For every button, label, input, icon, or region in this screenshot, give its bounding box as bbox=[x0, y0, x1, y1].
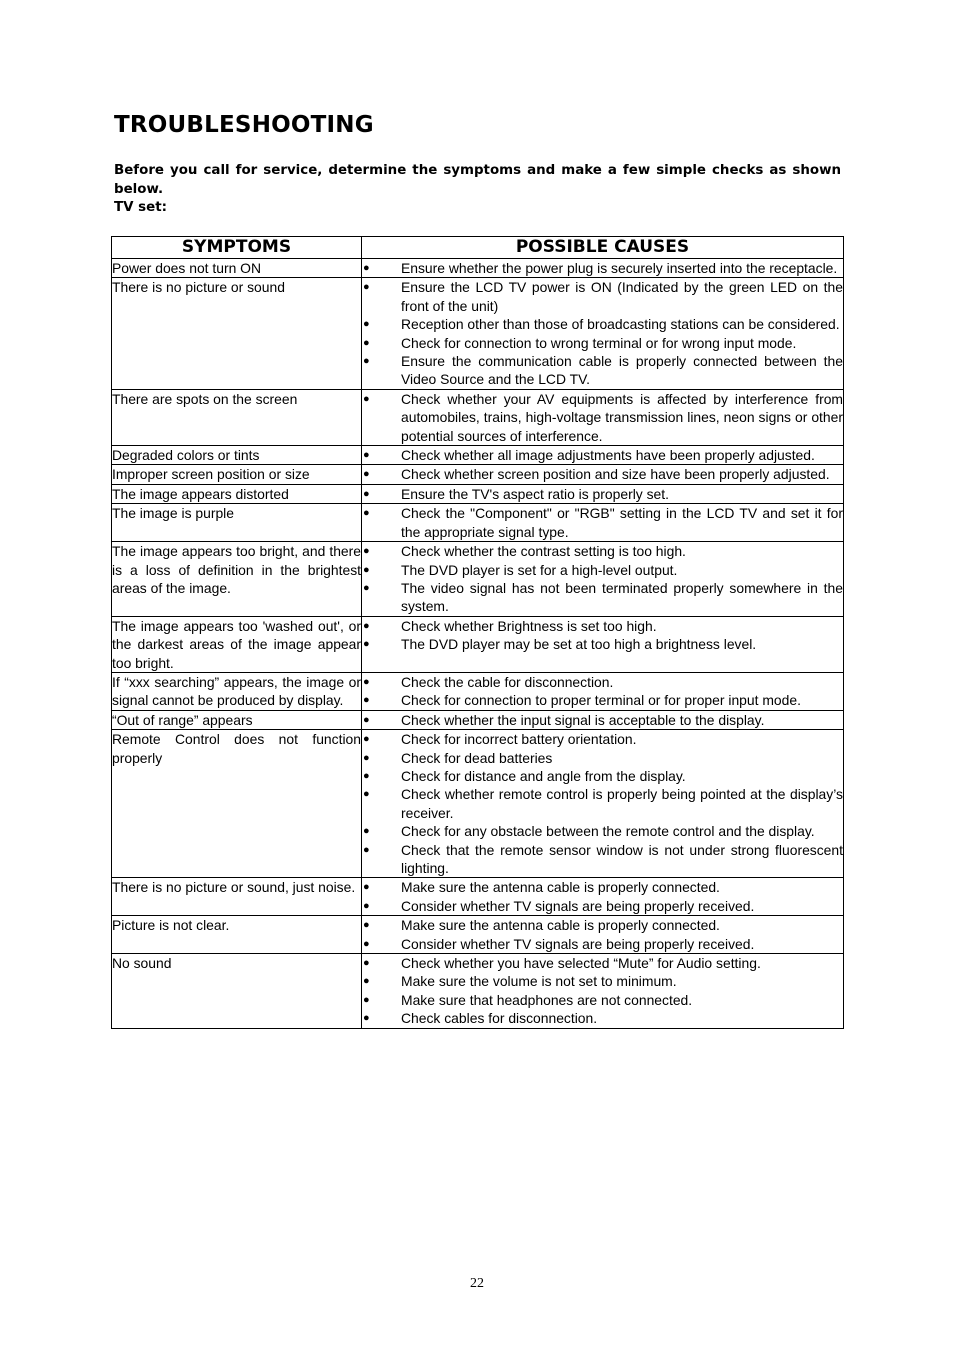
header-row bbox=[112, 237, 844, 259]
table-row bbox=[112, 730, 844, 878]
causes-list bbox=[362, 504, 843, 541]
bullet-icon: ● bbox=[363, 694, 370, 707]
causes-cell bbox=[362, 259, 844, 278]
cause-item bbox=[362, 446, 843, 464]
symptom-cell: The image appears too 'washed out', or the darkest areas of the image appear too bright. bbox=[112, 617, 361, 671]
table-header bbox=[112, 237, 844, 259]
causes-list bbox=[362, 617, 843, 654]
table-row bbox=[112, 616, 844, 672]
bullet-icon: ● bbox=[363, 318, 370, 331]
table-body bbox=[112, 259, 844, 1029]
bullet-icon: ● bbox=[363, 336, 370, 349]
bullet-icon: ● bbox=[363, 355, 370, 368]
symptom-cell: The image appears too bright, and there is a loss of definition in the brightest areas of the image. bbox=[112, 542, 362, 617]
symptom-cell: Power does not turn ON bbox=[112, 259, 362, 278]
cause-text: Ensure whether the power plug is securely inserted into the receptacle. bbox=[401, 260, 838, 276]
bullet-icon: ● bbox=[363, 392, 370, 405]
cause-text: Check for any obstacle between the remote control and the display. bbox=[401, 823, 815, 840]
cause-text: Make sure the antenna cable is properly connected. bbox=[401, 917, 720, 934]
cause-item bbox=[362, 334, 843, 352]
cause-item bbox=[362, 617, 843, 635]
causes-list bbox=[362, 259, 843, 277]
causes-cell bbox=[362, 916, 844, 954]
cause-item bbox=[362, 635, 843, 653]
causes-cell bbox=[362, 730, 844, 878]
cause-text: Check whether screen position and size have been properly adjusted. bbox=[401, 466, 830, 483]
cause-item bbox=[362, 390, 843, 445]
causes-cell bbox=[362, 542, 844, 617]
cause-text: Check whether Brightness is set too high. bbox=[401, 617, 657, 634]
table-row bbox=[112, 465, 844, 484]
bullet-icon: ● bbox=[363, 769, 370, 782]
symptom-cell: There are spots on the screen bbox=[112, 389, 362, 445]
cause-text: The DVD player may be set at too high a brightness level. bbox=[401, 636, 757, 653]
cause-item bbox=[362, 767, 843, 785]
cause-item bbox=[362, 485, 843, 503]
cause-text: Ensure the communication cable is properly connected between the Video Source and the LCD TV. bbox=[401, 353, 843, 388]
symptom-cell: “Out of range” appears bbox=[112, 710, 362, 729]
symptom-cell: There is no picture or sound bbox=[112, 278, 362, 389]
table-row bbox=[112, 878, 844, 916]
symptom-cell: No sound bbox=[112, 954, 362, 1029]
cause-text: Check whether remote control is properly being pointed at the display’s receiver. bbox=[401, 786, 843, 821]
bullet-icon: ● bbox=[363, 899, 370, 912]
bullet-icon: ● bbox=[363, 281, 370, 294]
cause-item bbox=[362, 711, 843, 729]
cause-text: Check for dead batteries bbox=[401, 749, 553, 766]
cause-text: Make sure that headphones are not connected. bbox=[401, 991, 693, 1008]
cause-item bbox=[362, 935, 843, 953]
table-row bbox=[112, 389, 844, 445]
causes-list bbox=[362, 465, 843, 483]
causes-cell bbox=[362, 616, 844, 672]
bullet-icon: ● bbox=[363, 675, 370, 688]
bullet-icon: ● bbox=[363, 1012, 370, 1025]
symptom-cell: Improper screen position or size bbox=[112, 465, 362, 484]
causes-list bbox=[362, 673, 843, 710]
cause-item bbox=[362, 730, 843, 748]
cause-text: Check whether your AV equipments is affected by interference from automobiles, trains, high-voltage transmission lines, neon signs or other potential sources of interference. bbox=[401, 390, 843, 444]
symptom-cell: If “xxx searching” appears, the image or signal cannot be produced by display. bbox=[112, 673, 361, 709]
cause-item bbox=[362, 972, 843, 990]
table-row bbox=[112, 954, 844, 1029]
cause-item bbox=[362, 691, 843, 709]
cause-item bbox=[362, 465, 843, 483]
bullet-icon: ● bbox=[363, 713, 370, 726]
bullet-icon: ● bbox=[363, 937, 370, 950]
cause-text: Check for distance and angle from the display. bbox=[401, 767, 686, 784]
causes-cell bbox=[362, 710, 844, 729]
cause-item bbox=[362, 841, 843, 878]
bullet-icon: ● bbox=[363, 733, 370, 746]
symptom-cell: There is no picture or sound, just noise. bbox=[112, 878, 362, 916]
table-row bbox=[112, 504, 844, 542]
symptom-cell: Remote Control does not function properly bbox=[112, 730, 362, 878]
bullet-icon: ● bbox=[363, 507, 370, 520]
cause-item bbox=[362, 561, 843, 579]
bullet-icon: ● bbox=[363, 843, 370, 856]
symptom-cell: The image is purple bbox=[112, 504, 362, 542]
symptom-cell: Picture is not clear. bbox=[112, 916, 362, 954]
causes-cell bbox=[362, 278, 844, 389]
cause-text: Check whether all image adjustments have been properly adjusted. bbox=[401, 447, 815, 464]
cause-text: Check for connection to proper terminal or for proper input mode. bbox=[401, 692, 801, 709]
cause-item bbox=[362, 352, 843, 389]
cause-item bbox=[362, 278, 843, 315]
cause-text: Make sure the antenna cable is properly connected. bbox=[401, 879, 720, 896]
cause-item bbox=[362, 991, 843, 1009]
cause-text: Reception other than those of broadcasting stations can be considered. bbox=[401, 316, 840, 333]
bullet-icon: ● bbox=[363, 975, 370, 988]
cause-text: Consider whether TV signals are being properly received. bbox=[401, 935, 755, 952]
cause-text: Ensure the TV's aspect ratio is properly set. bbox=[401, 485, 669, 502]
cause-item bbox=[362, 1009, 843, 1027]
bullet-icon: ● bbox=[363, 563, 370, 576]
cause-text: The DVD player is set for a high-level output. bbox=[401, 561, 678, 578]
cause-item bbox=[362, 542, 843, 560]
causes-cell bbox=[362, 465, 844, 484]
bullet-icon: ● bbox=[363, 545, 370, 558]
table-row bbox=[112, 484, 844, 503]
bullet-icon: ● bbox=[363, 957, 370, 970]
cause-item bbox=[362, 822, 843, 840]
cause-item bbox=[362, 579, 843, 616]
cause-item bbox=[362, 878, 843, 896]
page-title: TROUBLESHOOTING bbox=[114, 112, 374, 138]
causes-list bbox=[362, 916, 843, 953]
cause-item bbox=[362, 916, 843, 934]
cause-text: Check whether the contrast setting is too high. bbox=[401, 543, 686, 560]
symptoms-header: SYMPTOMS bbox=[112, 237, 362, 259]
page-number: 22 bbox=[470, 1276, 484, 1291]
bullet-icon: ● bbox=[363, 262, 370, 274]
bullet-icon: ● bbox=[363, 468, 370, 481]
cause-text: Check the cable for disconnection. bbox=[401, 673, 614, 690]
cause-item bbox=[362, 259, 843, 277]
causes-list bbox=[362, 390, 843, 445]
table-row bbox=[112, 278, 844, 389]
causes-cell bbox=[362, 878, 844, 916]
table-row bbox=[112, 710, 844, 729]
symptom-cell: Degraded colors or tints bbox=[112, 446, 362, 465]
causes-cell bbox=[362, 446, 844, 465]
section-label: TV set: bbox=[114, 200, 167, 215]
bullet-icon: ● bbox=[363, 788, 370, 801]
cause-text: Consider whether TV signals are being properly received. bbox=[401, 897, 755, 914]
bullet-icon: ● bbox=[363, 581, 370, 594]
cause-text: Check the "Component" or "RGB" setting in the LCD TV and set it for the appropriate signal type. bbox=[401, 505, 843, 540]
bullet-icon: ● bbox=[363, 751, 370, 764]
cause-item bbox=[362, 673, 843, 691]
possible-causes-header: POSSIBLE CAUSES bbox=[362, 237, 844, 259]
causes-list bbox=[362, 485, 843, 503]
causes-list bbox=[362, 446, 843, 464]
cause-text: Check whether you have selected “Mute” for Audio setting. bbox=[401, 955, 761, 972]
bullet-icon: ● bbox=[363, 449, 370, 462]
cause-text: Check for connection to wrong terminal or for wrong input mode. bbox=[401, 334, 797, 351]
cause-text: Check for incorrect battery orientation. bbox=[401, 731, 637, 748]
causes-list bbox=[362, 730, 843, 877]
causes-cell bbox=[362, 672, 844, 710]
cause-item bbox=[362, 785, 843, 822]
causes-cell bbox=[362, 504, 844, 542]
causes-list bbox=[362, 542, 843, 616]
bullet-icon: ● bbox=[363, 825, 370, 838]
bullet-icon: ● bbox=[363, 619, 370, 632]
causes-cell bbox=[362, 484, 844, 503]
cause-item bbox=[362, 315, 843, 333]
table-row bbox=[112, 542, 844, 617]
table-row bbox=[112, 259, 844, 278]
bullet-icon: ● bbox=[363, 881, 370, 894]
causes-list bbox=[362, 878, 843, 915]
cause-item bbox=[362, 897, 843, 915]
cause-text: Check whether the input signal is acceptable to the display. bbox=[401, 711, 765, 728]
table-row bbox=[112, 446, 844, 465]
symptom-cell: The image appears distorted bbox=[112, 484, 362, 503]
table-row bbox=[112, 672, 844, 710]
intro-paragraph: Before you call for service, determine the symptoms and make a few simple checks as shown below. bbox=[114, 163, 841, 197]
causes-cell bbox=[362, 954, 844, 1029]
cause-item bbox=[362, 749, 843, 767]
causes-list bbox=[362, 278, 843, 388]
troubleshooting-table bbox=[111, 236, 844, 1029]
bullet-icon: ● bbox=[363, 919, 370, 932]
cause-item bbox=[362, 504, 843, 541]
causes-cell bbox=[362, 389, 844, 445]
bullet-icon: ● bbox=[363, 487, 370, 500]
bullet-icon: ● bbox=[363, 638, 370, 651]
cause-text: Check cables for disconnection. bbox=[401, 1010, 598, 1027]
causes-list bbox=[362, 711, 843, 729]
causes-list bbox=[362, 954, 843, 1028]
cause-text: Check that the remote sensor window is not under strong fluorescent lighting. bbox=[401, 841, 843, 876]
cause-text: The video signal has not been terminated properly somewhere in the system. bbox=[401, 579, 843, 615]
cause-text: Make sure the volume is not set to minimum. bbox=[401, 973, 677, 990]
cause-text: Ensure the LCD TV power is ON (Indicated by the green LED on the front of the unit) bbox=[401, 279, 843, 314]
cause-item bbox=[362, 954, 843, 972]
table-row bbox=[112, 916, 844, 954]
bullet-icon: ● bbox=[363, 993, 370, 1006]
